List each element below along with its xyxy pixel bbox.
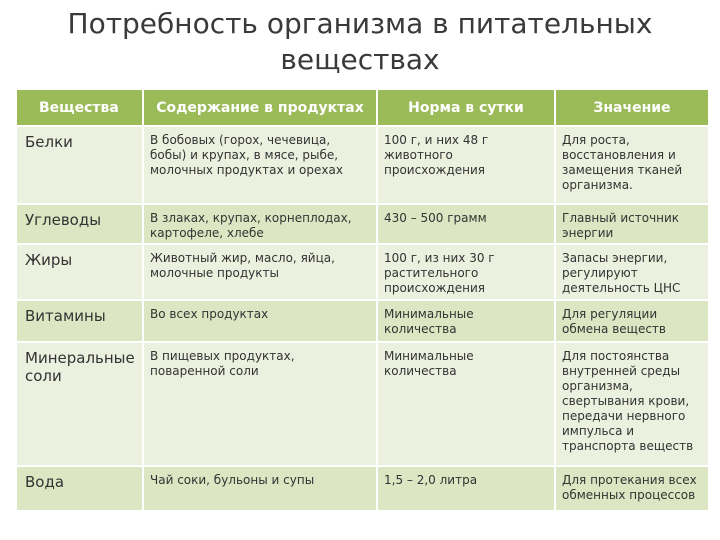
cell-content: Животный жир, масло, яйца, молочные продукты xyxy=(143,244,377,300)
cell-substance: Белки xyxy=(17,126,143,204)
cell-content: Чай соки, бульоны и супы xyxy=(143,466,377,510)
nutrients-table xyxy=(17,90,710,510)
cell-substance: Минеральные соли xyxy=(17,342,143,466)
table-row xyxy=(17,300,709,342)
cell-value: Для протекания всех обменных процессов xyxy=(555,466,709,510)
cell-value: Для регуляции обмена веществ xyxy=(555,300,709,342)
title-line-2: веществах xyxy=(280,43,440,76)
cell-value: Для роста, восстановления и замещения тканей организма. xyxy=(555,126,709,204)
table-row xyxy=(17,204,709,244)
cell-norm: 100 г, из них 30 г растительного происхождения xyxy=(377,244,555,300)
cell-substance: Витамины xyxy=(17,300,143,342)
table-row xyxy=(17,126,709,204)
cell-value: Запасы энергии, регулируют деятельность ЦНС xyxy=(555,244,709,300)
header-value: Значение xyxy=(555,90,709,126)
cell-substance: Жиры xyxy=(17,244,143,300)
table-row xyxy=(17,244,709,300)
cell-value: Для постоянства внутренней среды организма, свертывания крови, передачи нервного импульса и транспорта веществ xyxy=(555,342,709,466)
cell-norm: 430 – 500 грамм xyxy=(377,204,555,244)
cell-substance: Вода xyxy=(17,466,143,510)
cell-norm: 1,5 – 2,0 литра xyxy=(377,466,555,510)
header-content: Содержание в продуктах xyxy=(143,90,377,126)
table-row xyxy=(17,342,709,466)
table-row xyxy=(17,466,709,510)
title-line-1: Потребность организма в питательных xyxy=(67,7,653,40)
cell-content: Во всех продуктах xyxy=(143,300,377,342)
cell-norm: Минимальные количества xyxy=(377,300,555,342)
cell-value: Главный источник энергии xyxy=(555,204,709,244)
header-substances: Вещества xyxy=(17,90,143,126)
header-norm: Норма в сутки xyxy=(377,90,555,126)
cell-content: В пищевых продуктах, поваренной соли xyxy=(143,342,377,466)
cell-content: В злаках, крупах, корнеплодах, картофеле, хлебе xyxy=(143,204,377,244)
cell-substance: Углеводы xyxy=(17,204,143,244)
page-title xyxy=(0,6,720,78)
cell-norm: 100 г, и них 48 г животного происхождения xyxy=(377,126,555,204)
table-header-row xyxy=(17,90,709,126)
cell-content: В бобовых (горох, чечевица, бобы) и крупах, в мясе, рыбе, молочных продуктах и орехах xyxy=(143,126,377,204)
cell-norm: Минимальные количества xyxy=(377,342,555,466)
